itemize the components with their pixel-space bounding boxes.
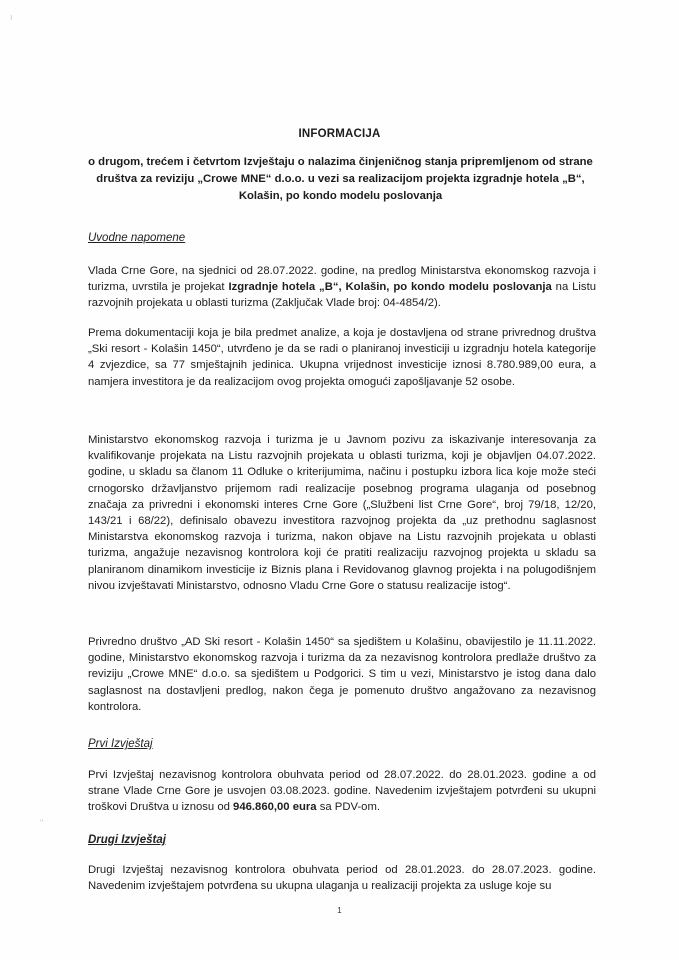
scan-artifact: " — [40, 818, 44, 828]
paragraph-text: sa PDV-om. — [316, 801, 381, 814]
paragraph-drugi-izvjestaj: Drugi Izvještaj nezavisnog kontrolora obuhvata period od 28.01.2023. do 28.07.2023. godine. Navedenim izvještajem potvrđena su ukupna ulaganja u realizaciji projekta za usluge koje su — [88, 864, 596, 893]
amount-bold: 946.860,00 eura — [233, 801, 317, 814]
section-heading-uvodne-napomene: Uvodne napomene — [88, 232, 186, 244]
page-number: 1 — [337, 906, 342, 915]
section-heading-drugi-izvjestaj: Drugi Izvještaj — [88, 834, 166, 846]
paragraph-text: Prvi Izvještaj nezavisnog kontrolora obuhvata period od 28.07.2022. do 28.01.2023. godine a od strane Vlade Crne Gore je usvojen 03.08.2023. godine. Navedenim izvještajem potvrđeni su ukupni troškovi Društva u iznosu od — [88, 769, 596, 814]
paragraph-intro-1 — [88, 263, 596, 312]
scan-artifact: ı — [10, 12, 13, 22]
project-name-bold: Izgradnje hotela „B“, Kolašin, po kondo modelu poslovanja — [228, 281, 552, 294]
paragraph-prvi-izvjestaj — [88, 767, 596, 816]
paragraph-intro-2: Prema dokumentaciji koja je bila predmet analize, a koja je dostavljena od strane privrednog društva „Ski resort - Kolašin 1450“, utvrđeno je da se radi o planiranoj investiciji u izgradnju hotela kategorije 4 zvjezdice, sa 77 smještajnih jedinica. Ukupna vrijednost investicije iznosi 8.780.989,00 eura, a namjera investitora je da realizacijom ovog projekta omogući zapošljavanje 52 osobe. — [88, 327, 596, 388]
document-title: INFORMACIJA — [298, 128, 381, 140]
document-subtitle: o drugom, trećem i četvrtom Izvještaju o nalazima činjeničnog stanja pripremljenom od strane društva za reviziju „Crowe MNE“ d.o.o. u vezi sa realizacijom projekta izgradnje hotela „B“, Kolašin, po kondo modelu poslovanja — [88, 156, 593, 202]
paragraph-text: na Listu razvojnih projekata u oblasti turizma (Zaključak Vlade broj: 04-4854/2). — [88, 281, 596, 310]
paragraph-text: Vlada Crne Gore, na sjednici od 28.07.2022. godine, na predlog Ministarstva ekonomskog razvoja i turizma, uvrstila je projekat — [88, 265, 596, 294]
paragraph-intro-3: Ministarstvo ekonomskog razvoja i turizma je u Javnom pozivu za iskazivanje interesovanja za kvalifikovanje projekata na Listu razvojnih projekata u oblasti turizma, koji je objavljen 04.07.2022. godine, u skladu sa članom 11 Odluke o kriterijumima, načinu i postupku izbora lica koje može steći crnogorsko državljanstvo prijemom radi realizacije posebnog programa ulaganja od posebnog značaja za privredni i ekonomski interes Crne Gore („Službeni list Crne Gore“, broj 79/18, 12/20, 143/21 i 68/22), definisalo obavezu investitora razvojnog projekta da „uz prethodnu saglasnost Ministarstva ekonomskog razvoja i turizma, nakon objave na Listu razvojnih projekata u oblasti turizma, angažuje nezavisnog kontrolora koji će pratiti realizaciju razvojnog projekta u skladu sa planiranom dinamikom investicije iz Biznis plana i Revidovanog glavnog projekta i na polugodišnjem nivou izvještavati Ministarstvo, odnosno Vladu Crne Gore o statusu realizacije istog“. — [88, 434, 596, 592]
paragraph-intro-4: Privredno društvo „AD Ski resort - Kolašin 1450“ sa sjedištem u Kolašinu, obavijestilo je 11.11.2022. godine, Ministarstvo ekonomskog razvoja i turizma da za nezavisnog kontrolora predlaže društvo za reviziju „Crowe MNE“ d.o.o. sa sjedištem u Podgorici. S tim u vezi, Ministarstvo je istog dana dalo saglasnost na dostavljeni predlog, nakon čega je pomenuto društvo angažovano za nezavisnog kontrolora. — [88, 636, 596, 713]
section-heading-prvi-izvjestaj: Prvi Izvještaj — [88, 738, 153, 750]
